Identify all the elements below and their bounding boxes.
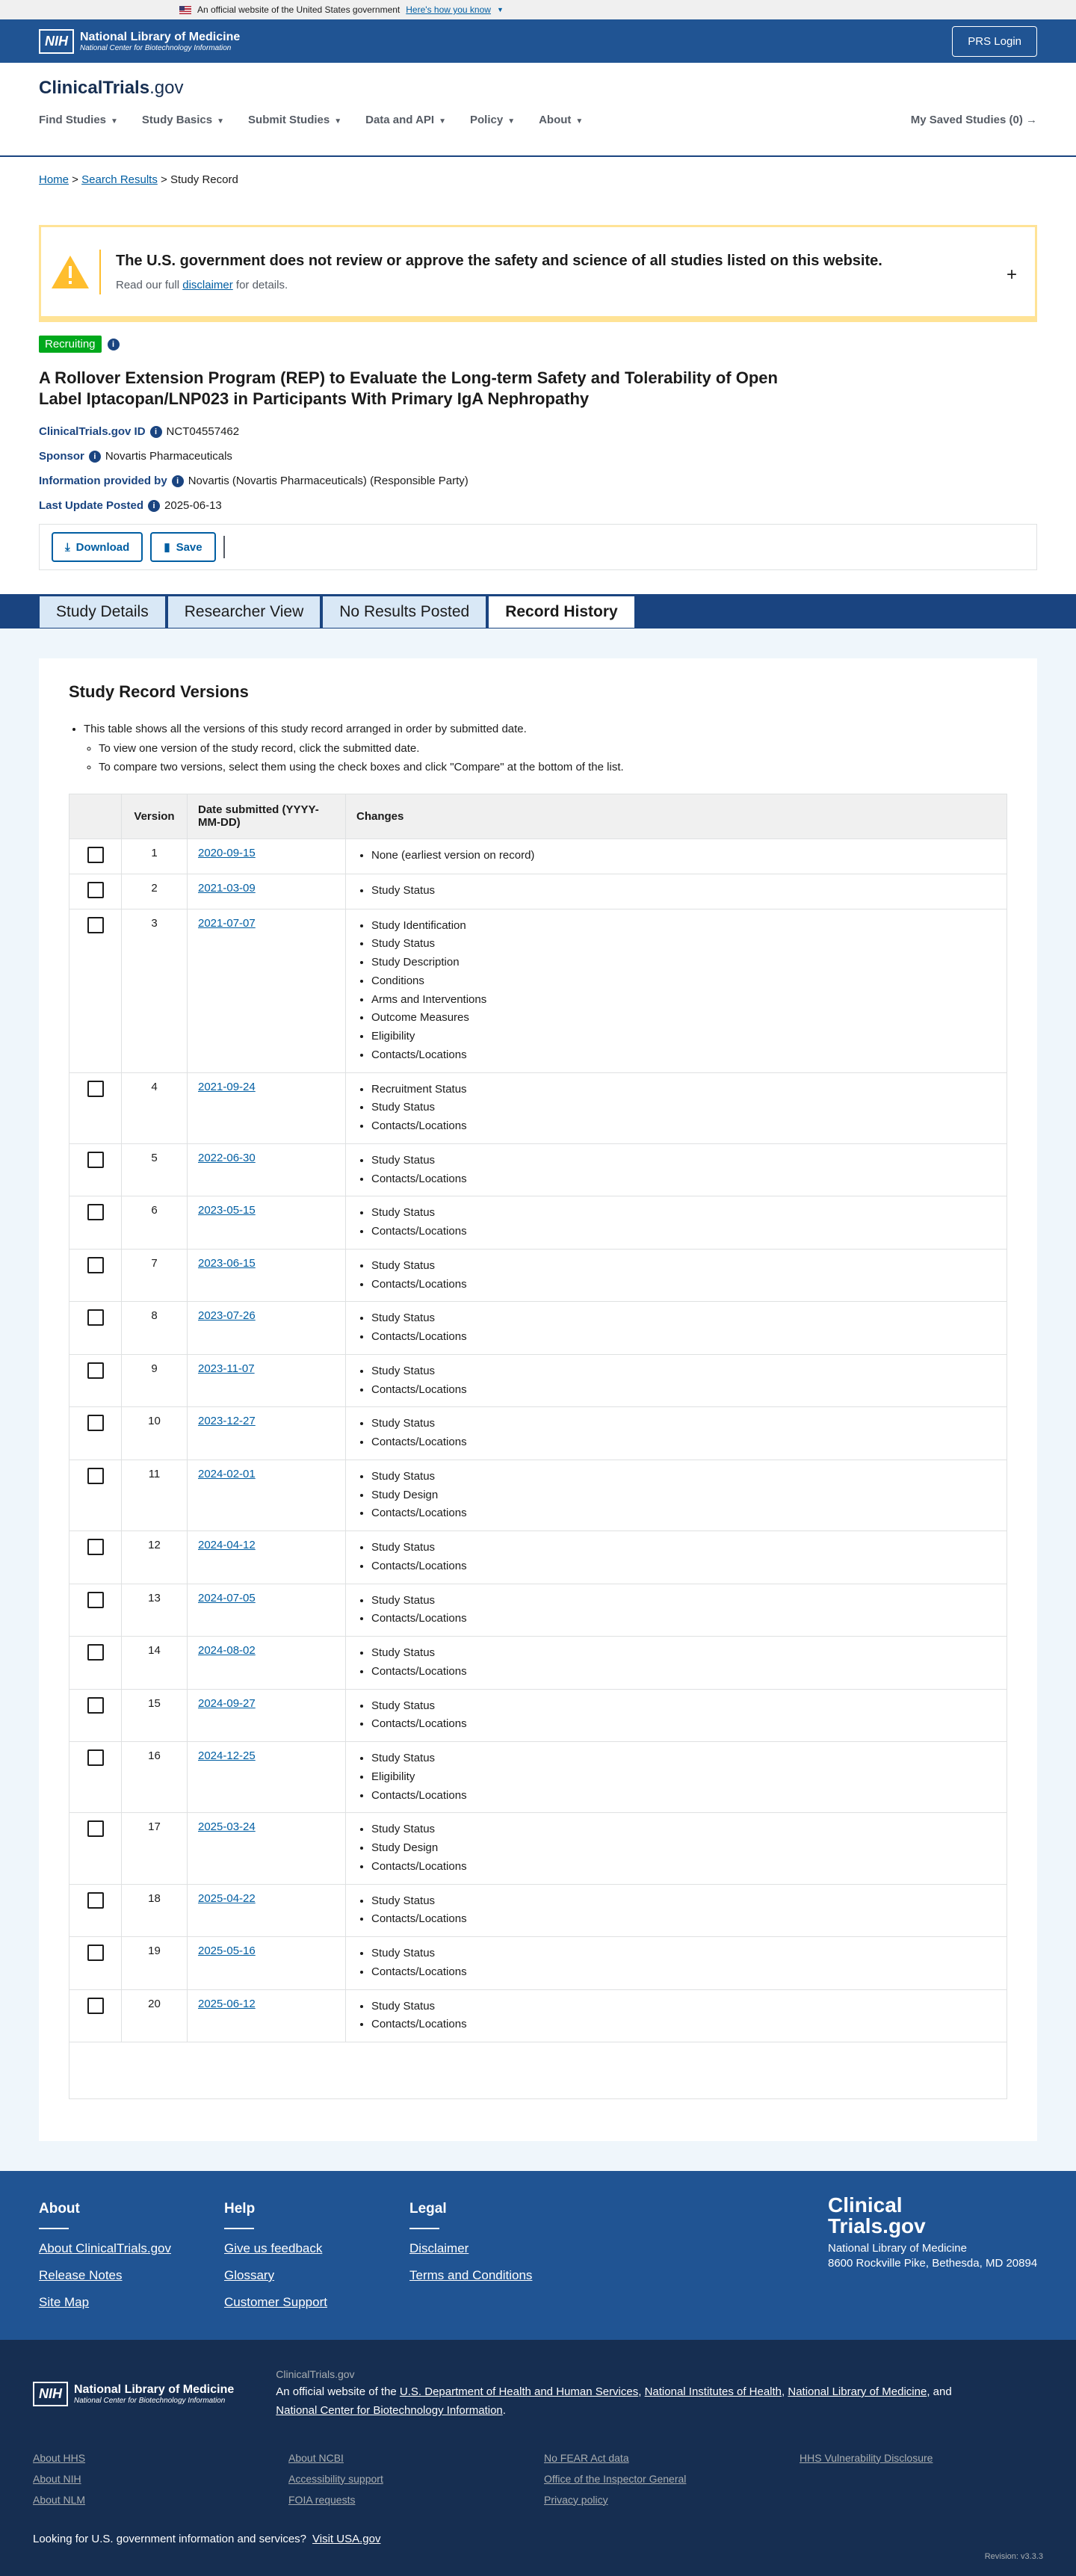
version-checkbox[interactable]: [87, 1644, 104, 1661]
last-update: 2025-06-13: [164, 499, 222, 512]
change-item: • Study Status: [371, 1592, 996, 1610]
version-checkbox[interactable]: [87, 882, 104, 898]
footer-heading: Help: [224, 2201, 256, 2217]
table-row: [69, 1196, 1007, 1250]
change-item: • Contacts/Locations: [371, 1858, 996, 1877]
changes-list: [356, 917, 996, 1065]
change-item: • Contacts/Locations: [371, 1170, 996, 1189]
agency-link[interactable]: HHS Vulnerability Disclosure: [800, 2451, 933, 2464]
revision: Revision: v3.3.3: [984, 2552, 1043, 2561]
table-row: [69, 1072, 1007, 1143]
changes-list: [356, 1892, 996, 1930]
download-icon: ⤓: [65, 540, 70, 554]
warning-icon: [41, 250, 101, 294]
tab-record-history[interactable]: Record History: [488, 596, 635, 628]
nlm-subname: National Center for Biotechnology Information: [74, 2397, 226, 2406]
footer-site-name: ClinicalTrials.gov: [276, 2368, 355, 2380]
version-checkbox[interactable]: [87, 1309, 104, 1326]
version-date-link[interactable]: 2025-05-16: [198, 1945, 256, 1957]
breadcrumb-home[interactable]: Home: [39, 173, 69, 186]
change-item: • Study Status: [371, 1362, 996, 1381]
version-date-link[interactable]: 2020-09-15: [198, 846, 256, 859]
version-checkbox[interactable]: [87, 1081, 104, 1097]
changes-list: [356, 1697, 996, 1735]
version-date-link[interactable]: 2024-09-27: [198, 1696, 256, 1710]
tab-no-results-posted[interactable]: No Results Posted: [322, 596, 486, 628]
chevron-down-icon: ▼: [439, 117, 446, 126]
footer-link[interactable]: Release Notes: [39, 2268, 123, 2282]
table-row: [69, 1249, 1007, 1302]
change-item: • Contacts/Locations: [371, 1663, 996, 1681]
record-history-card: [39, 658, 1037, 2141]
version-number: 4: [122, 1072, 188, 1143]
gov-banner: [0, 0, 1076, 19]
version-number: 17: [122, 1813, 188, 1884]
nct-id-label: ClinicalTrials.gov ID: [39, 425, 146, 438]
changes-list: [356, 847, 996, 865]
version-number: 1: [122, 838, 188, 874]
agency-link[interactable]: About NCBI: [288, 2451, 344, 2464]
study-meta: [0, 409, 1076, 512]
sponsor: Novartis Pharmaceuticals: [105, 450, 232, 463]
hhs-link[interactable]: U.S. Department of Health and Human Services: [399, 2385, 639, 2398]
change-item: • Study Status: [371, 1749, 996, 1768]
version-number: 6: [122, 1196, 188, 1250]
chevron-down-icon: ▼: [217, 117, 225, 126]
changes-list: [356, 1362, 996, 1400]
version-number: 14: [122, 1637, 188, 1690]
table-row: [69, 1354, 1007, 1407]
official-website-text: An official website of the U.S. Department of Health and Human Services, National Institutes of Health, National Library of Medicine, and National Center for Biotechnology Information.: [276, 2385, 952, 2417]
footer-address-name: National Library of Medicine: [828, 2242, 967, 2255]
nlm-header: [0, 19, 1076, 63]
change-item: • Study Identification: [371, 917, 996, 936]
brand-main: ClinicalTrials: [39, 78, 150, 98]
usagov-row: Looking for U.S. government information and services? Visit USA.gov: [33, 2532, 381, 2545]
nct-id: NCT04557462: [166, 425, 240, 438]
change-item: • Study Design: [371, 1486, 996, 1505]
change-item: • Contacts/Locations: [371, 1328, 996, 1347]
chevron-down-icon: ▼: [575, 117, 584, 126]
changes-list: [356, 1257, 996, 1294]
footer-address: 8600 Rockville Pike, Bethesda, MD 20894: [828, 2256, 1038, 2270]
nih-logo-icon: NIH: [39, 29, 74, 54]
table-row: [69, 1637, 1007, 1690]
change-item: • Study Status: [371, 1892, 996, 1911]
nav-study-basics[interactable]: Study Basics ▼: [141, 114, 225, 126]
info-icon[interactable]: i: [148, 500, 160, 512]
change-item: • Contacts/Locations: [371, 1610, 996, 1628]
nlm-logo[interactable]: [39, 29, 240, 54]
changes-list: [356, 882, 996, 901]
info-icon[interactable]: i: [150, 426, 162, 438]
version-number: 18: [122, 1884, 188, 1937]
change-item: • Study Status: [371, 1644, 996, 1663]
nav-find-studies[interactable]: Find Studies ▼: [39, 114, 118, 126]
table-row: [69, 1813, 1007, 1884]
version-checkbox[interactable]: [87, 847, 104, 863]
version-checkbox[interactable]: [87, 1945, 104, 1961]
list-item: • This table shows all the versions of this study record arranged in order by submitted date.: [84, 720, 1007, 739]
agency-link[interactable]: Office of the Inspector General: [544, 2472, 687, 2485]
breadcrumb: Home > Search Results > Study Record: [39, 173, 238, 186]
version-date-link[interactable]: 2021-07-07: [198, 916, 256, 930]
change-item: • Contacts/Locations: [371, 1963, 996, 1982]
table-row: [69, 1143, 1007, 1196]
last-update-label: Last Update Posted: [39, 499, 144, 512]
change-item: • Study Status: [371, 1152, 996, 1170]
version-checkbox[interactable]: [87, 1892, 104, 1909]
changes-list: [356, 1081, 996, 1136]
version-date-link[interactable]: 2024-04-12: [198, 1539, 256, 1551]
nih-logo-icon: NIH: [33, 2382, 68, 2406]
version-checkbox[interactable]: [87, 917, 104, 933]
tab-researcher-view[interactable]: Researcher View: [167, 596, 321, 628]
versions-table: [69, 794, 1007, 2100]
change-item: • Contacts/Locations: [371, 1046, 996, 1065]
version-date-link[interactable]: 2025-03-24: [198, 1820, 256, 1834]
nlm-link[interactable]: National Library of Medicine: [788, 2385, 927, 2398]
changes-list: [356, 1998, 996, 2035]
chevron-down-icon: ▼: [507, 117, 516, 126]
usagov-link[interactable]: Visit USA.gov: [312, 2532, 381, 2545]
change-item: • Study Status: [371, 1820, 996, 1839]
version-number: 3: [122, 909, 188, 1072]
chevron-down-icon: ▼: [334, 117, 342, 126]
table-row: [69, 1742, 1007, 1813]
agency-link[interactable]: No FEAR Act data: [544, 2451, 629, 2464]
footer-logo-line1: Clinical: [828, 2193, 903, 2217]
gov-banner-text: An official website of the United States government: [197, 4, 401, 15]
action-bar: [39, 524, 1037, 570]
table-row: [69, 1689, 1007, 1742]
column-header-date: Date submitted (YYYY-MM-DD): [188, 794, 346, 838]
site-header: [0, 63, 1076, 157]
table-row: [69, 1989, 1007, 2042]
version-checkbox[interactable]: [87, 1592, 104, 1608]
footer-link[interactable]: Terms and Conditions: [409, 2268, 533, 2282]
nlm-footer-logo[interactable]: [33, 2368, 234, 2421]
expand-plus-icon[interactable]: +: [1006, 265, 1017, 285]
arrow-right-icon: →: [1026, 114, 1037, 126]
footer-help: [224, 2201, 409, 2310]
how-you-know-link[interactable]: Here's how you know: [406, 4, 491, 15]
footer-legal: [409, 2201, 595, 2310]
version-checkbox[interactable]: [87, 1257, 104, 1273]
change-item: • Contacts/Locations: [371, 1910, 996, 1929]
version-date-link[interactable]: 2023-07-26: [198, 1309, 256, 1323]
record-history-section: [0, 628, 1076, 2171]
column-header-version: Version: [122, 794, 188, 838]
version-checkbox[interactable]: [87, 1204, 104, 1220]
changes-list: [356, 1820, 996, 1876]
alert-text: Read our full disclaimer for details.: [116, 278, 288, 291]
change-item: • Contacts/Locations: [371, 1557, 996, 1576]
table-row: [69, 1531, 1007, 1584]
change-item: • Eligibility: [371, 1028, 996, 1046]
footer-link[interactable]: Customer Support: [224, 2295, 327, 2309]
disclaimer-link[interactable]: disclaimer: [182, 278, 233, 291]
changes-list: [356, 1204, 996, 1241]
nav-submit-studies[interactable]: Submit Studies ▼: [248, 114, 342, 126]
version-number: 15: [122, 1689, 188, 1742]
version-checkbox[interactable]: [87, 1539, 104, 1555]
ncbi-link[interactable]: National Center for Biotechnology Information: [276, 2403, 503, 2417]
footer-heading: About: [39, 2201, 80, 2217]
brand-tld: .gov: [149, 78, 184, 98]
main-nav: [39, 114, 1037, 126]
bookmark-icon: ▮: [164, 541, 170, 554]
version-date-link[interactable]: 2024-07-05: [198, 1591, 256, 1604]
version-number: 5: [122, 1143, 188, 1196]
section-heading: Study Record Versions: [69, 682, 249, 701]
change-item: • Study Status: [371, 1697, 996, 1716]
table-row: [69, 1302, 1007, 1355]
nav-data-api[interactable]: Data and API ▼: [365, 114, 446, 126]
changes-list: [356, 1749, 996, 1805]
footer-link[interactable]: Give us feedback: [224, 2241, 323, 2255]
version-date-link[interactable]: 2025-06-12: [198, 1997, 256, 2010]
table-row-empty: [69, 2042, 1007, 2099]
footer-heading: Legal: [409, 2201, 447, 2217]
version-date-link[interactable]: 2021-09-24: [198, 1080, 256, 1093]
change-item: • Study Status: [371, 1415, 996, 1433]
change-item: • Study Status: [371, 1257, 996, 1276]
version-checkbox[interactable]: [87, 1152, 104, 1168]
column-header-changes: Changes: [346, 794, 1007, 838]
change-item: • Contacts/Locations: [371, 2016, 996, 2034]
version-number: 9: [122, 1354, 188, 1407]
change-item: • None (earliest version on record): [371, 847, 996, 865]
nih-link[interactable]: National Institutes of Health: [644, 2385, 782, 2398]
change-item: • Contacts/Locations: [371, 1381, 996, 1400]
nlm-subname: National Center for Biotechnology Information: [80, 43, 232, 52]
change-item: • Outcome Measures: [371, 1009, 996, 1028]
agency-link[interactable]: FOIA requests: [288, 2493, 356, 2506]
version-date-link[interactable]: 2023-05-15: [198, 1204, 256, 1217]
agency-link[interactable]: Accessibility support: [288, 2472, 383, 2485]
change-item: • Study Status: [371, 1099, 996, 1117]
prs-login-button[interactable]: PRS Login: [952, 26, 1037, 57]
status-row: [0, 322, 1076, 353]
change-item: • Contacts/Locations: [371, 1504, 996, 1523]
study-title: A Rollover Extension Program (REP) to Evaluate the Long-term Safety and Tolerability of Open Label Iptacopan/LNP023 in Participants With Primary IgA Nephropathy: [39, 368, 778, 408]
version-date-link[interactable]: 2022-06-30: [198, 1151, 256, 1164]
change-item: • Study Status: [371, 882, 996, 901]
table-row: [69, 909, 1007, 1072]
version-number: 7: [122, 1249, 188, 1302]
version-number: 2: [122, 874, 188, 909]
chevron-down-icon: ▼: [111, 117, 118, 126]
version-date-link[interactable]: 2025-04-22: [198, 1891, 256, 1905]
footer-brand: [828, 2195, 1037, 2270]
change-item: • Study Description: [371, 954, 996, 972]
footer-about: [39, 2201, 224, 2310]
agency-links: [33, 2452, 1043, 2506]
version-checkbox[interactable]: [87, 1415, 104, 1431]
nav-policy[interactable]: Policy ▼: [470, 114, 516, 126]
footer-link[interactable]: About ClinicalTrials.gov: [39, 2241, 171, 2255]
change-item: • Study Status: [371, 1309, 996, 1328]
changes-list: [356, 1644, 996, 1681]
chevron-down-icon: ▼: [496, 6, 504, 13]
footer-link[interactable]: Disclaimer: [409, 2241, 469, 2255]
info-provided-label: Information provided by: [39, 475, 167, 487]
version-number: 16: [122, 1742, 188, 1813]
table-row: [69, 1937, 1007, 1990]
nav-about[interactable]: About ▼: [539, 114, 584, 126]
nlm-name: National Library of Medicine: [80, 30, 241, 43]
change-item: • Study Design: [371, 1839, 996, 1858]
disclaimer-alert: [39, 225, 1037, 322]
change-item: • Study Status: [371, 935, 996, 954]
changes-list: [356, 1539, 996, 1576]
footer-link[interactable]: Site Map: [39, 2295, 90, 2309]
agency-link[interactable]: About NLM: [33, 2493, 86, 2506]
info-icon[interactable]: i: [172, 475, 184, 487]
version-date-link[interactable]: 2023-06-15: [198, 1256, 256, 1270]
version-date-link[interactable]: 2023-11-07: [198, 1362, 255, 1375]
change-item: • Contacts/Locations: [371, 1787, 996, 1806]
download-button[interactable]: ⤓ Download: [52, 532, 143, 562]
change-item: • Conditions: [371, 972, 996, 991]
alert-title: The U.S. government does not review or approve the safety and science of all studies listed on this website.: [116, 252, 882, 269]
change-item: • Contacts/Locations: [371, 1223, 996, 1241]
table-row: [69, 874, 1007, 909]
version-checkbox[interactable]: [87, 1998, 104, 2014]
table-row: [69, 1584, 1007, 1637]
version-date-link[interactable]: 2023-12-27: [198, 1415, 256, 1428]
changes-list: [356, 1152, 996, 1189]
agency-link[interactable]: About NIH: [33, 2472, 81, 2485]
change-item: • Contacts/Locations: [371, 1276, 996, 1294]
status-badge: Recruiting: [39, 336, 102, 353]
version-date-link[interactable]: 2021-03-09: [198, 881, 256, 895]
agency-link[interactable]: About HHS: [33, 2451, 86, 2464]
changes-list: [356, 1309, 996, 1347]
nlm-name: National Library of Medicine: [74, 2383, 235, 2397]
breadcrumb-search-results[interactable]: Search Results: [81, 173, 158, 186]
version-number: 20: [122, 1989, 188, 2042]
version-checkbox[interactable]: [87, 1820, 104, 1837]
my-saved-studies-link[interactable]: My Saved Studies (0) →: [910, 114, 1037, 126]
breadcrumb-current: Study Record: [170, 173, 238, 186]
change-item: • Study Status: [371, 1539, 996, 1557]
version-number: 19: [122, 1937, 188, 1990]
change-item: • Study Status: [371, 1204, 996, 1223]
footer: [0, 2171, 1076, 2340]
divider: [223, 536, 225, 558]
version-number: 8: [122, 1302, 188, 1355]
list-item: ◦ To compare two versions, select them using the check boxes and click "Compare" at the bottom of the list.: [99, 758, 1007, 777]
footer-logo-line2: Trials.gov: [828, 2214, 926, 2237]
change-item: • Recruitment Status: [371, 1081, 996, 1099]
table-row: [69, 1460, 1007, 1531]
instructions-list: [69, 720, 1007, 777]
agency-link: [800, 2473, 1055, 2485]
tab-bar: [0, 594, 1076, 628]
version-date-link[interactable]: 2024-08-02: [198, 1644, 256, 1657]
site-logo[interactable]: [39, 78, 1037, 99]
change-item: • Eligibility: [371, 1768, 996, 1787]
version-number: 10: [122, 1407, 188, 1460]
changes-list: [356, 1415, 996, 1452]
tab-study-details[interactable]: Study Details: [39, 596, 166, 628]
version-date-link[interactable]: 2024-12-25: [198, 1749, 256, 1762]
version-checkbox[interactable]: [87, 1362, 104, 1379]
change-item: • Study Status: [371, 1998, 996, 2016]
version-checkbox[interactable]: [87, 1697, 104, 1714]
change-item: • Study Status: [371, 1468, 996, 1486]
us-flag-icon: [179, 6, 191, 14]
footer-link[interactable]: Glossary: [224, 2268, 275, 2282]
change-item: • Arms and Interventions: [371, 991, 996, 1010]
info-provided: Novartis (Novartis Pharmaceuticals) (Responsible Party): [188, 475, 469, 487]
list-item: ◦ To view one version of the study record, click the submitted date.: [99, 739, 1007, 759]
version-number: 13: [122, 1584, 188, 1637]
change-item: • Contacts/Locations: [371, 1117, 996, 1136]
change-item: • Contacts/Locations: [371, 1715, 996, 1734]
version-checkbox[interactable]: [87, 1749, 104, 1766]
version-number: 11: [122, 1460, 188, 1531]
changes-list: [356, 1945, 996, 1982]
info-icon[interactable]: i: [108, 339, 120, 350]
info-icon[interactable]: i: [89, 451, 101, 463]
agency-link[interactable]: Privacy policy: [544, 2493, 608, 2506]
column-header-select: [69, 794, 122, 838]
table-row: [69, 1407, 1007, 1460]
version-checkbox[interactable]: [87, 1468, 104, 1484]
agency-footer: [0, 2340, 1076, 2576]
sponsor-label: Sponsor: [39, 450, 84, 463]
table-row: [69, 1884, 1007, 1937]
version-number: 12: [122, 1531, 188, 1584]
changes-list: [356, 1592, 996, 1629]
version-date-link[interactable]: 2024-02-01: [198, 1467, 256, 1480]
change-item: • Study Status: [371, 1945, 996, 1963]
change-item: • Contacts/Locations: [371, 1433, 996, 1452]
changes-list: [356, 1468, 996, 1523]
save-button[interactable]: ▮ Save: [150, 532, 215, 562]
agency-link: [800, 2494, 1055, 2506]
table-row: [69, 838, 1007, 874]
